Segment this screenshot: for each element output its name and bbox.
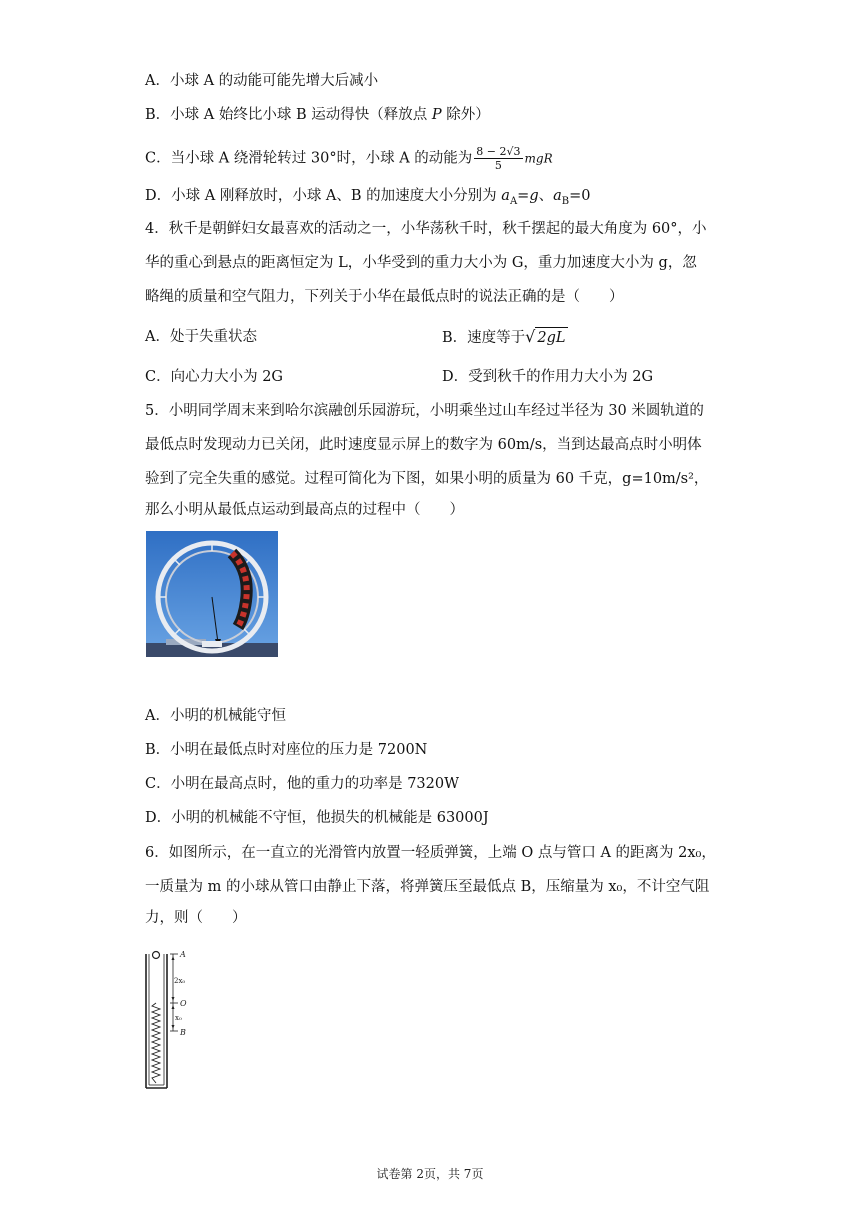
q3-b-part1: B．小球 A 始终比小球 B 运动得快（释放点 [145, 107, 432, 123]
roller-coaster-illustration [146, 531, 278, 657]
q3-d-a2: a [553, 188, 562, 204]
q3-c-denominator: 5 [494, 159, 502, 172]
q6-stem-line-2: 一质量为 m 的小球从管口由静止下落，将弹簧压至最低点 B，压缩量为 x₀，不计空气阻 [145, 879, 710, 895]
q4-b-radicand [535, 327, 567, 348]
q3-d-eq2: =0 [569, 188, 591, 204]
q3-option-b [145, 105, 490, 125]
q4-stem-line-2: 华的重心到悬点的距离恒定为 L，小华受到的重力大小为 G，重力加速度大小为 g，忽 [145, 255, 697, 271]
q4-option-a: A．处于失重状态 [145, 329, 257, 345]
sqrt-icon: √ [525, 327, 536, 346]
q5-option-a: A．小明的机械能守恒 [145, 708, 286, 724]
q3-d-eq1: = [517, 188, 530, 204]
q5-stem-line-2: 最低点时发现动力已关闭，此时速度显示屏上的数字为 60m/s，当到达最高点时小明体 [145, 437, 702, 453]
q5-option-c: C．小明在最高点时，他的重力的功率是 7320W [145, 776, 460, 792]
q3-b-part3: 除外） [441, 107, 490, 123]
q3-option-c [145, 145, 553, 172]
q3-option-d [145, 186, 591, 212]
spring-tube-diagram [140, 946, 200, 1092]
q3-b-p: P [431, 107, 442, 123]
q3-c-text: C．当小球 A 绕滑轮转过 30°时，小球 A 的动能为 [145, 150, 473, 167]
q5-stem-line-3: 验到了完全失重的感觉。过程可简化为下图，如果小明的质量为 60 千克，g=10m/s²， [145, 471, 709, 487]
q3-c-fraction [474, 145, 522, 172]
q6-stem-line-3: 力，则（ ） [145, 910, 247, 926]
q6-stem-line-1: 6．如图所示，在一直立的光滑管内放置一轻质弹簧，上端 O 点与管口 A 的距离为 2x₀， [145, 845, 716, 861]
label-x0: x₀ [175, 1014, 182, 1022]
q5-stem-line-4: 那么小明从最低点运动到最高点的过程中（ ） [145, 502, 464, 518]
q3-c-numerator: 8 − 2√3 [476, 145, 521, 158]
q3-c-mgr: mgR [524, 151, 553, 166]
q4-option-d: D．受到秋千的作用力大小为 2G [442, 369, 654, 385]
q5-option-b: B．小明在最低点时对座位的压力是 7200N [145, 742, 428, 758]
q5-stem-line-1: 5．小明同学周末来到哈尔滨融创乐园游玩，小明乘坐过山车经过半径为 30 米圆轨道的 [145, 403, 704, 419]
q4-b-text: B．速度等于 [442, 330, 526, 346]
q3-d-a1: a [501, 188, 510, 204]
q3-d-sub-b: B [561, 195, 570, 207]
label-2x0: 2x₀ [174, 977, 186, 985]
q4-option-c: C．向心力大小为 2G [145, 369, 284, 385]
page-footer: 试卷第 2页，共 7页 [376, 1167, 484, 1181]
q3-d-sep: 、 [538, 188, 554, 204]
q3-d-g: g [529, 188, 539, 204]
q3-d-text: D．小球 A 刚释放时，小球 A、B 的加速度大小分别为 [145, 188, 502, 204]
q4-stem-line-3: 略绳的质量和空气阻力，下列关于小华在最低点时的说法正确的是（ ） [145, 289, 624, 305]
q4-b-radicand-text: 2gL [537, 330, 566, 346]
label-a: A [180, 950, 186, 959]
q3-d-sub-a: A [509, 195, 518, 207]
roller-coaster-photo [146, 531, 278, 657]
label-b: B [180, 1028, 186, 1037]
q4-option-b [442, 327, 568, 348]
q4-stem-line-1: 4．秋千是朝鲜妇女最喜欢的活动之一，小华荡秋千时，秋千摆起的最大角度为 60°，小 [145, 221, 707, 237]
q3-option-a: A．小球 A 的动能可能先增大后减小 [145, 73, 379, 89]
label-o: O [180, 999, 187, 1008]
q5-option-d: D．小明的机械能不守恒，他损失的机械能是 63000J [145, 810, 489, 826]
spring-tube-svg [140, 946, 200, 1092]
